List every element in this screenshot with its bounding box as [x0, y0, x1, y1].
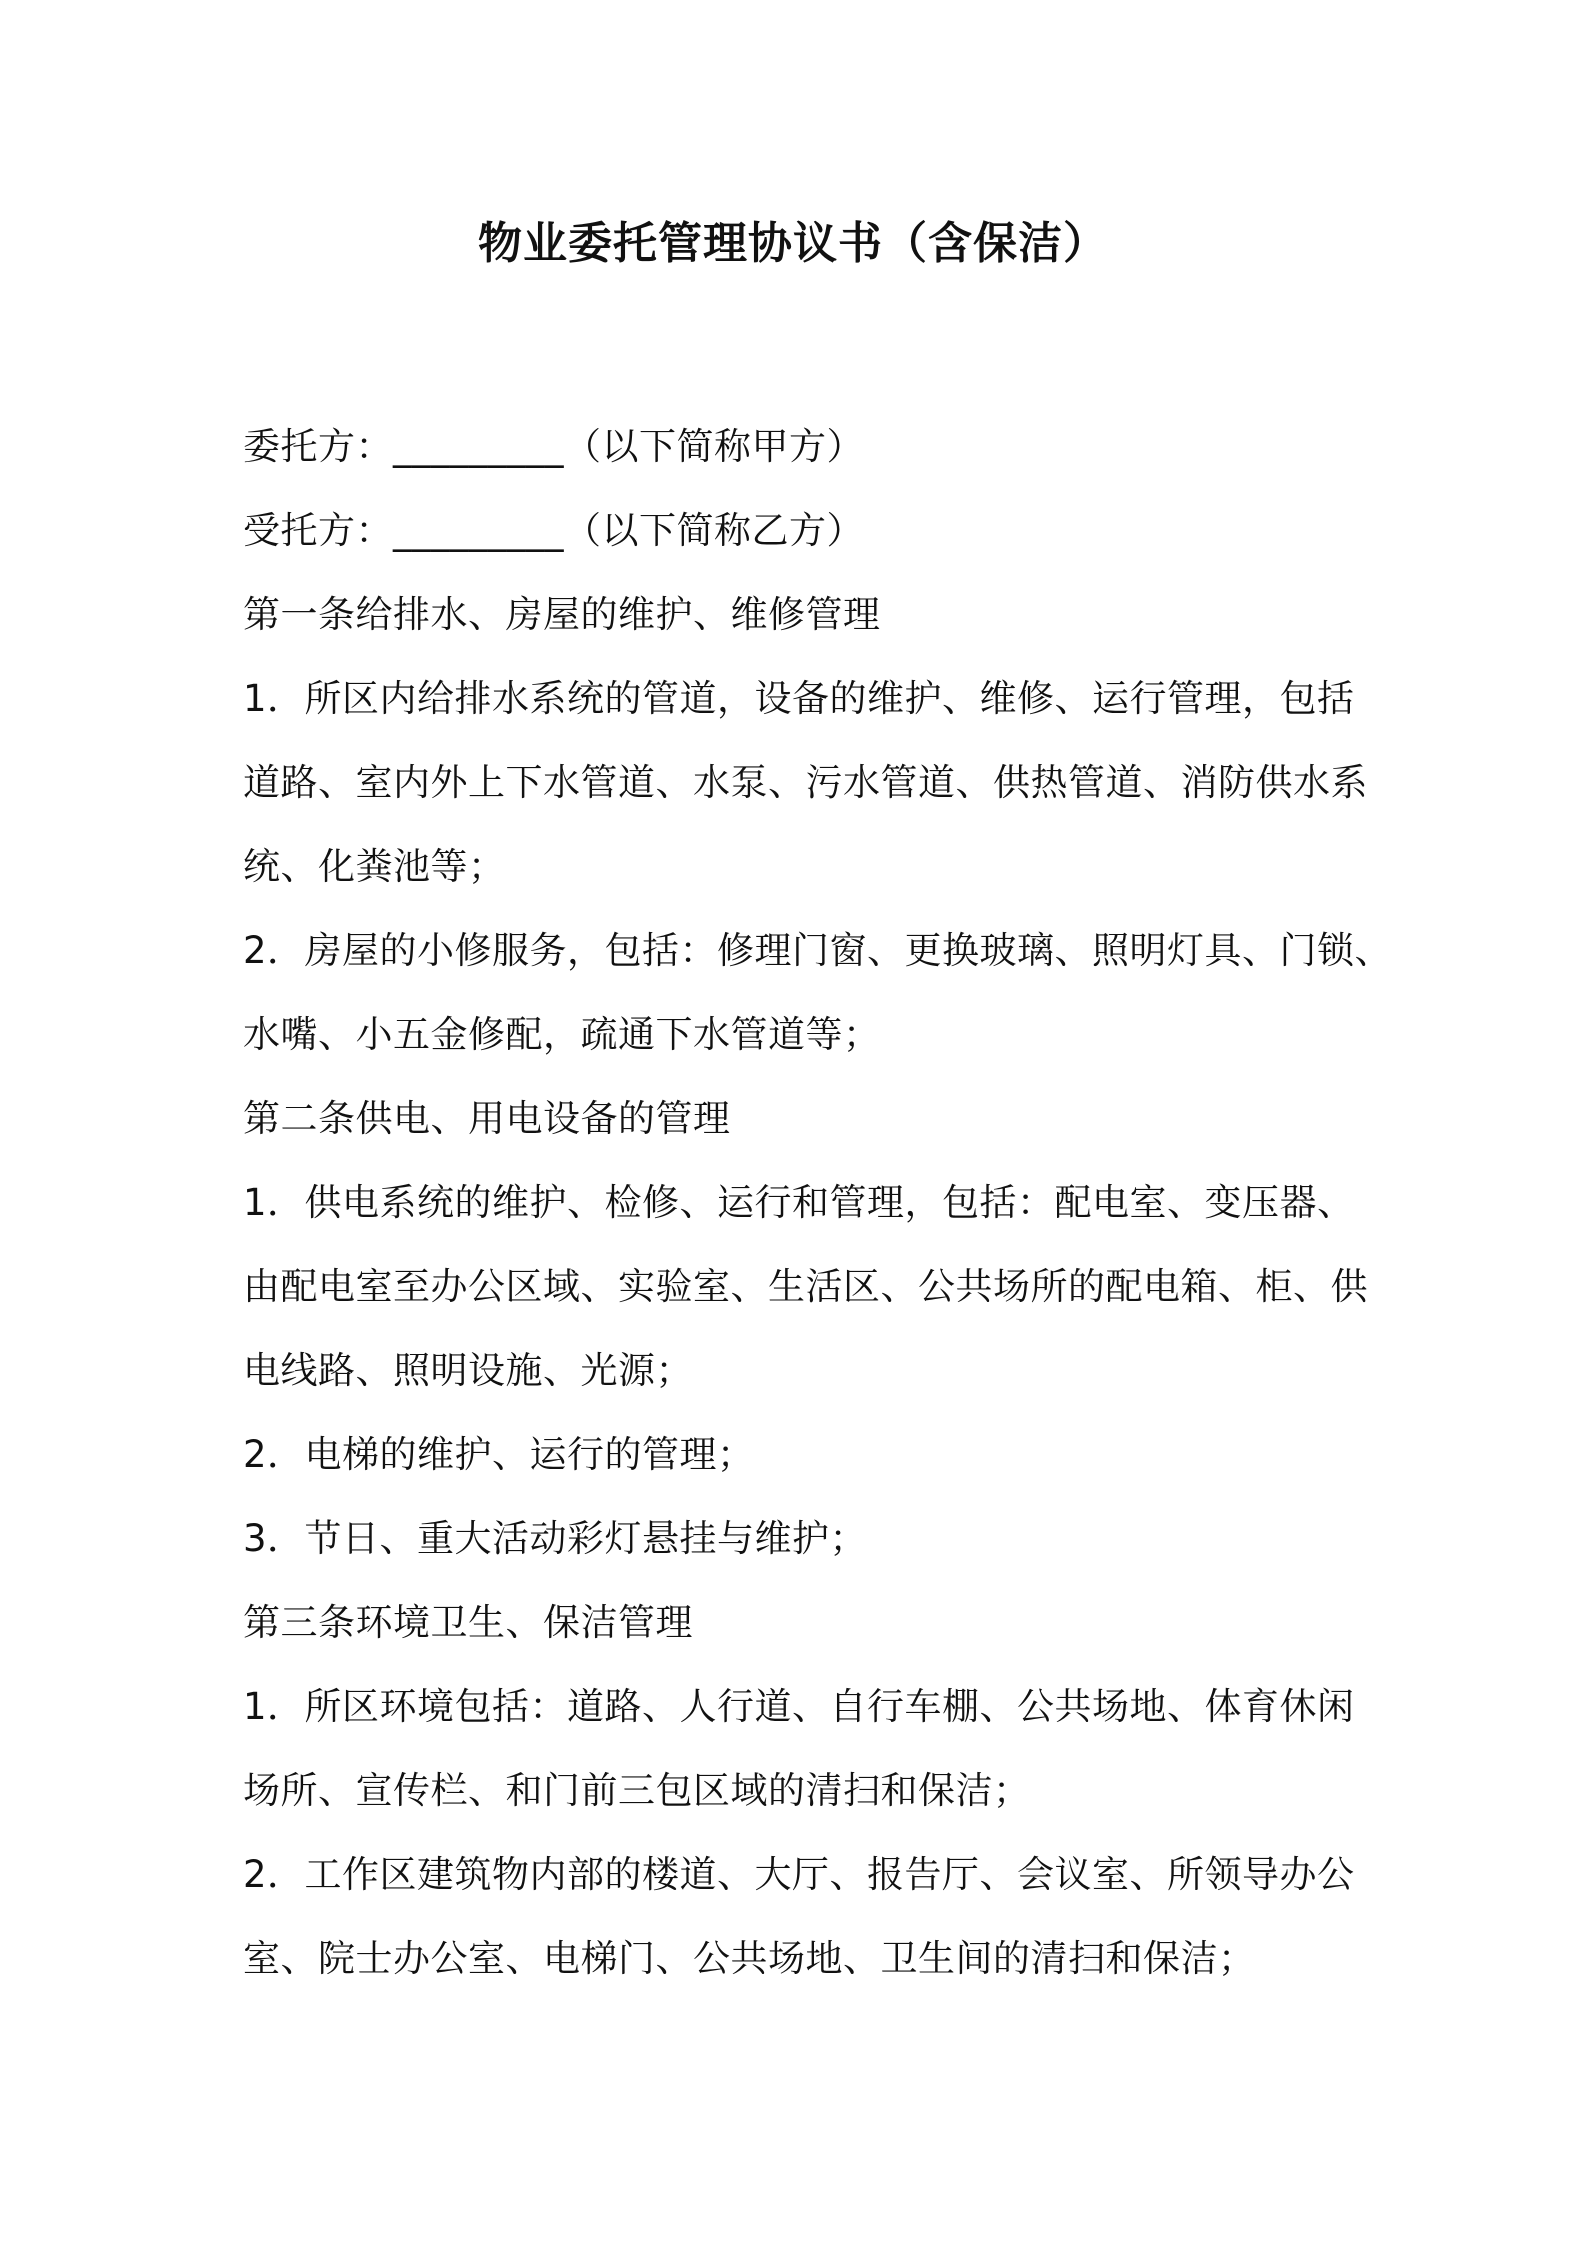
text-line: 1．所区内给排水系统的管道，设备的维护、维修、运行管理，包括	[243, 677, 1355, 720]
article-3-item-1	[243, 1665, 1363, 1833]
text-line: 3．节日、重大活动彩灯悬挂与维护；	[243, 1517, 868, 1560]
text-line: 2．工作区建筑物内部的楼道、大厅、报告厅、会议室、所领导办公	[243, 1853, 1355, 1896]
article-1-item-1	[243, 657, 1368, 909]
text-line: 由配电室至办公区域、实验室、生活区、公共场所的配电箱、柜、供	[243, 1265, 1368, 1308]
article-3-heading	[243, 1581, 1363, 1665]
article-1-item-2	[243, 909, 1393, 1077]
text-line: 水嘴、小五金修配，疏通下水管道等；	[243, 1013, 881, 1056]
text-line: 场所、宣传栏、和门前三包区域的清扫和保洁；	[243, 1769, 1031, 1812]
text-line: 委托方：_________（以下简称甲方）	[243, 425, 864, 468]
text-line: 1．所区环境包括：道路、人行道、自行车棚、公共场地、体育休闲	[243, 1685, 1355, 1728]
article-2-item-3	[243, 1497, 1363, 1581]
text-line: 2．电梯的维护、运行的管理；	[243, 1433, 755, 1476]
text-line: 电线路、照明设施、光源；	[243, 1349, 693, 1392]
article-1-heading	[243, 573, 1363, 657]
document-title: 物业委托管理协议书（含保洁）	[478, 218, 1108, 269]
text-line: 受托方：_________（以下简称乙方）	[243, 509, 864, 552]
party-a-line	[243, 405, 1363, 489]
article-3-item-2	[243, 1833, 1363, 2001]
article-2-item-1	[243, 1161, 1368, 1413]
text-line: 第一条给排水、房屋的维护、维修管理	[243, 593, 881, 636]
text-line: 2．房屋的小修服务，包括：修理门窗、更换玻璃、照明灯具、门锁、	[243, 929, 1393, 972]
party-b-line	[243, 489, 1363, 573]
text-line: 统、化粪池等；	[243, 845, 506, 888]
text-line: 第二条供电、用电设备的管理	[243, 1097, 731, 1140]
text-line: 道路、室内外上下水管道、水泵、污水管道、供热管道、消防供水系	[243, 761, 1368, 804]
article-2-heading	[243, 1077, 1363, 1161]
document-body	[243, 405, 1393, 2001]
text-line: 第三条环境卫生、保洁管理	[243, 1601, 693, 1644]
article-2-item-2	[243, 1413, 1363, 1497]
text-line: 室、院士办公室、电梯门、公共场地、卫生间的清扫和保洁；	[243, 1937, 1256, 1980]
text-line: 1．供电系统的维护、检修、运行和管理，包括：配电室、变压器、	[243, 1181, 1355, 1224]
